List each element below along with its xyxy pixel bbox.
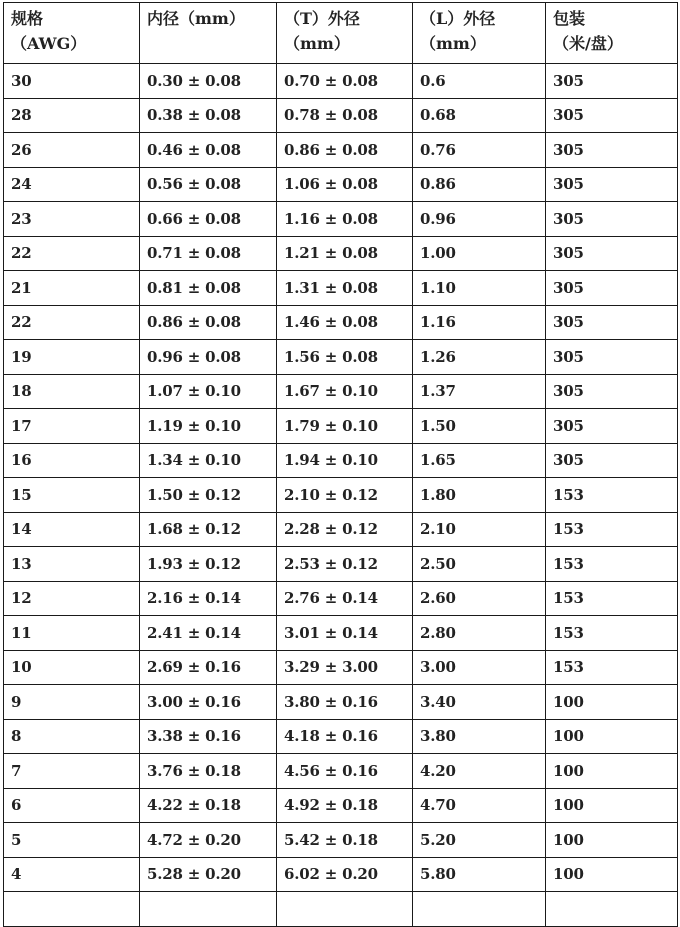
cell-outer-diameter-l: 2.50 — [413, 547, 546, 582]
cell-outer-diameter-l: 0.6 — [413, 64, 546, 99]
cell-inner-diameter: 1.07 ± 0.10 — [140, 374, 277, 409]
cell-inner-diameter: 0.66 ± 0.08 — [140, 202, 277, 237]
cell-outer-diameter-t: 1.46 ± 0.08 — [277, 305, 413, 340]
cell-outer-diameter-t: 3.01 ± 0.14 — [277, 616, 413, 651]
header-text-line: 内径（mm） — [147, 9, 245, 28]
cell-inner-diameter: 1.19 ± 0.10 — [140, 409, 277, 444]
cell-inner-diameter: 1.34 ± 0.10 — [140, 443, 277, 478]
table-row — [4, 685, 678, 720]
cell-outer-diameter-l: 1.50 — [413, 409, 546, 444]
table-row — [4, 857, 678, 892]
table-body — [4, 64, 678, 927]
table-row — [4, 340, 678, 375]
cell-gauge: 16 — [4, 443, 140, 478]
cell-outer-diameter-l: 1.10 — [413, 271, 546, 306]
header-gauge — [4, 3, 140, 64]
table-row — [4, 478, 678, 513]
cell-gauge: 18 — [4, 374, 140, 409]
cell-outer-diameter-t: 1.06 ± 0.08 — [277, 167, 413, 202]
cell-gauge: 28 — [4, 98, 140, 133]
cell-outer-diameter-t: 2.10 ± 0.12 — [277, 478, 413, 513]
cell-packaging: 305 — [546, 167, 678, 202]
table-row — [4, 719, 678, 754]
cell-packaging: 153 — [546, 581, 678, 616]
cell-outer-diameter-t: 1.56 ± 0.08 — [277, 340, 413, 375]
table-row — [4, 202, 678, 237]
cell-inner-diameter: 4.72 ± 0.20 — [140, 823, 277, 858]
cell-gauge: 15 — [4, 478, 140, 513]
table-row — [4, 788, 678, 823]
cell-inner-diameter: 0.56 ± 0.08 — [140, 167, 277, 202]
cell-inner-diameter: 3.38 ± 0.16 — [140, 719, 277, 754]
cell-packaging: 100 — [546, 857, 678, 892]
header-text-line: （米/盘） — [553, 34, 623, 53]
cell-outer-diameter-t: 3.80 ± 0.16 — [277, 685, 413, 720]
cell-inner-diameter: 0.38 ± 0.08 — [140, 98, 277, 133]
cell-gauge: 7 — [4, 754, 140, 789]
cell-outer-diameter-t: 4.56 ± 0.16 — [277, 754, 413, 789]
cell-inner-diameter: 0.81 ± 0.08 — [140, 271, 277, 306]
table-row — [4, 236, 678, 271]
cell-outer-diameter-t: 4.92 ± 0.18 — [277, 788, 413, 823]
header-outer-diameter-l — [413, 3, 546, 64]
cell-packaging: 100 — [546, 788, 678, 823]
cell-outer-diameter-l: 3.40 — [413, 685, 546, 720]
cell-packaging: 305 — [546, 64, 678, 99]
cell-gauge — [4, 892, 140, 927]
cell-outer-diameter-t: 2.76 ± 0.14 — [277, 581, 413, 616]
cell-inner-diameter: 5.28 ± 0.20 — [140, 857, 277, 892]
header-inner-diameter — [140, 3, 277, 64]
cell-outer-diameter-t — [277, 892, 413, 927]
cell-outer-diameter-l: 5.80 — [413, 857, 546, 892]
cell-packaging: 153 — [546, 547, 678, 582]
cell-packaging: 153 — [546, 512, 678, 547]
cell-outer-diameter-l: 1.37 — [413, 374, 546, 409]
cell-outer-diameter-t: 0.78 ± 0.08 — [277, 98, 413, 133]
cell-outer-diameter-t: 1.94 ± 0.10 — [277, 443, 413, 478]
table-row — [4, 64, 678, 99]
cell-gauge: 19 — [4, 340, 140, 375]
table-row — [4, 305, 678, 340]
header-text-line: （L）外径 — [420, 9, 496, 28]
table-row — [4, 409, 678, 444]
header-text-line: 规格 — [11, 9, 44, 28]
cell-packaging: 305 — [546, 340, 678, 375]
table-row — [4, 167, 678, 202]
cell-gauge: 26 — [4, 133, 140, 168]
cell-outer-diameter-t: 1.21 ± 0.08 — [277, 236, 413, 271]
cell-outer-diameter-t: 1.16 ± 0.08 — [277, 202, 413, 237]
cell-inner-diameter: 1.68 ± 0.12 — [140, 512, 277, 547]
cell-outer-diameter-t: 3.29 ± 3.00 — [277, 650, 413, 685]
cell-gauge: 14 — [4, 512, 140, 547]
spec-table — [3, 2, 678, 927]
cell-inner-diameter: 3.76 ± 0.18 — [140, 754, 277, 789]
cell-inner-diameter: 1.93 ± 0.12 — [140, 547, 277, 582]
table-row — [4, 547, 678, 582]
header-outer-diameter-t — [277, 3, 413, 64]
table-row — [4, 892, 678, 927]
header-packaging — [546, 3, 678, 64]
cell-outer-diameter-t: 2.53 ± 0.12 — [277, 547, 413, 582]
header-text-line: （T）外径 — [284, 9, 360, 28]
cell-gauge: 22 — [4, 305, 140, 340]
cell-gauge: 22 — [4, 236, 140, 271]
cell-outer-diameter-l — [413, 892, 546, 927]
cell-gauge: 11 — [4, 616, 140, 651]
cell-packaging: 100 — [546, 823, 678, 858]
cell-inner-diameter: 0.96 ± 0.08 — [140, 340, 277, 375]
cell-outer-diameter-l: 2.10 — [413, 512, 546, 547]
cell-outer-diameter-l: 0.96 — [413, 202, 546, 237]
cell-packaging: 305 — [546, 98, 678, 133]
cell-outer-diameter-l: 1.00 — [413, 236, 546, 271]
header-row — [4, 3, 678, 64]
cell-outer-diameter-l: 1.65 — [413, 443, 546, 478]
header-text-line: （AWG） — [11, 34, 87, 53]
table-row — [4, 271, 678, 306]
cell-packaging: 305 — [546, 271, 678, 306]
cell-packaging: 153 — [546, 616, 678, 651]
cell-gauge: 24 — [4, 167, 140, 202]
cell-outer-diameter-t: 0.70 ± 0.08 — [277, 64, 413, 99]
table-row — [4, 98, 678, 133]
cell-outer-diameter-l: 1.26 — [413, 340, 546, 375]
cell-gauge: 5 — [4, 823, 140, 858]
cell-packaging: 305 — [546, 133, 678, 168]
cell-packaging: 305 — [546, 374, 678, 409]
cell-gauge: 12 — [4, 581, 140, 616]
cell-packaging: 153 — [546, 650, 678, 685]
cell-packaging: 305 — [546, 443, 678, 478]
cell-gauge: 21 — [4, 271, 140, 306]
cell-packaging: 305 — [546, 305, 678, 340]
cell-packaging: 305 — [546, 236, 678, 271]
table-row — [4, 581, 678, 616]
cell-gauge: 4 — [4, 857, 140, 892]
cell-outer-diameter-l: 4.20 — [413, 754, 546, 789]
cell-outer-diameter-l: 4.70 — [413, 788, 546, 823]
header-text-line: （mm） — [420, 34, 486, 53]
cell-outer-diameter-t: 1.31 ± 0.08 — [277, 271, 413, 306]
cell-inner-diameter: 2.69 ± 0.16 — [140, 650, 277, 685]
cell-inner-diameter: 0.46 ± 0.08 — [140, 133, 277, 168]
cell-gauge: 23 — [4, 202, 140, 237]
cell-inner-diameter: 1.50 ± 0.12 — [140, 478, 277, 513]
cell-gauge: 6 — [4, 788, 140, 823]
cell-gauge: 13 — [4, 547, 140, 582]
cell-outer-diameter-t: 5.42 ± 0.18 — [277, 823, 413, 858]
table-row — [4, 512, 678, 547]
table-row — [4, 823, 678, 858]
table-row — [4, 374, 678, 409]
table-row — [4, 443, 678, 478]
cell-outer-diameter-l: 0.76 — [413, 133, 546, 168]
cell-packaging: 305 — [546, 202, 678, 237]
cell-inner-diameter: 2.41 ± 0.14 — [140, 616, 277, 651]
cell-inner-diameter — [140, 892, 277, 927]
header-text-line: 包装 — [553, 9, 586, 28]
cell-gauge: 9 — [4, 685, 140, 720]
table-row — [4, 650, 678, 685]
cell-packaging: 153 — [546, 478, 678, 513]
cell-outer-diameter-l: 3.80 — [413, 719, 546, 754]
cell-gauge: 30 — [4, 64, 140, 99]
cell-outer-diameter-t: 1.67 ± 0.10 — [277, 374, 413, 409]
cell-packaging: 100 — [546, 719, 678, 754]
table-row — [4, 133, 678, 168]
cell-outer-diameter-t: 4.18 ± 0.16 — [277, 719, 413, 754]
cell-gauge: 8 — [4, 719, 140, 754]
cell-outer-diameter-t: 1.79 ± 0.10 — [277, 409, 413, 444]
cell-outer-diameter-t: 0.86 ± 0.08 — [277, 133, 413, 168]
cell-inner-diameter: 4.22 ± 0.18 — [140, 788, 277, 823]
cell-packaging: 100 — [546, 685, 678, 720]
cell-gauge: 10 — [4, 650, 140, 685]
table-row — [4, 754, 678, 789]
cell-outer-diameter-l: 0.86 — [413, 167, 546, 202]
header-text-line: （mm） — [284, 34, 350, 53]
cell-inner-diameter: 2.16 ± 0.14 — [140, 581, 277, 616]
cell-inner-diameter: 3.00 ± 0.16 — [140, 685, 277, 720]
table-row — [4, 616, 678, 651]
cell-outer-diameter-l: 1.80 — [413, 478, 546, 513]
cell-outer-diameter-l: 3.00 — [413, 650, 546, 685]
cell-outer-diameter-l: 0.68 — [413, 98, 546, 133]
cell-gauge: 17 — [4, 409, 140, 444]
cell-inner-diameter: 0.71 ± 0.08 — [140, 236, 277, 271]
cell-packaging: 100 — [546, 754, 678, 789]
cell-outer-diameter-l: 2.60 — [413, 581, 546, 616]
cell-inner-diameter: 0.86 ± 0.08 — [140, 305, 277, 340]
cell-outer-diameter-l: 5.20 — [413, 823, 546, 858]
cell-outer-diameter-t: 2.28 ± 0.12 — [277, 512, 413, 547]
cell-outer-diameter-l: 1.16 — [413, 305, 546, 340]
cell-inner-diameter: 0.30 ± 0.08 — [140, 64, 277, 99]
table-header — [4, 3, 678, 64]
cell-packaging: 305 — [546, 409, 678, 444]
cell-packaging — [546, 892, 678, 927]
cell-outer-diameter-t: 6.02 ± 0.20 — [277, 857, 413, 892]
cell-outer-diameter-l: 2.80 — [413, 616, 546, 651]
